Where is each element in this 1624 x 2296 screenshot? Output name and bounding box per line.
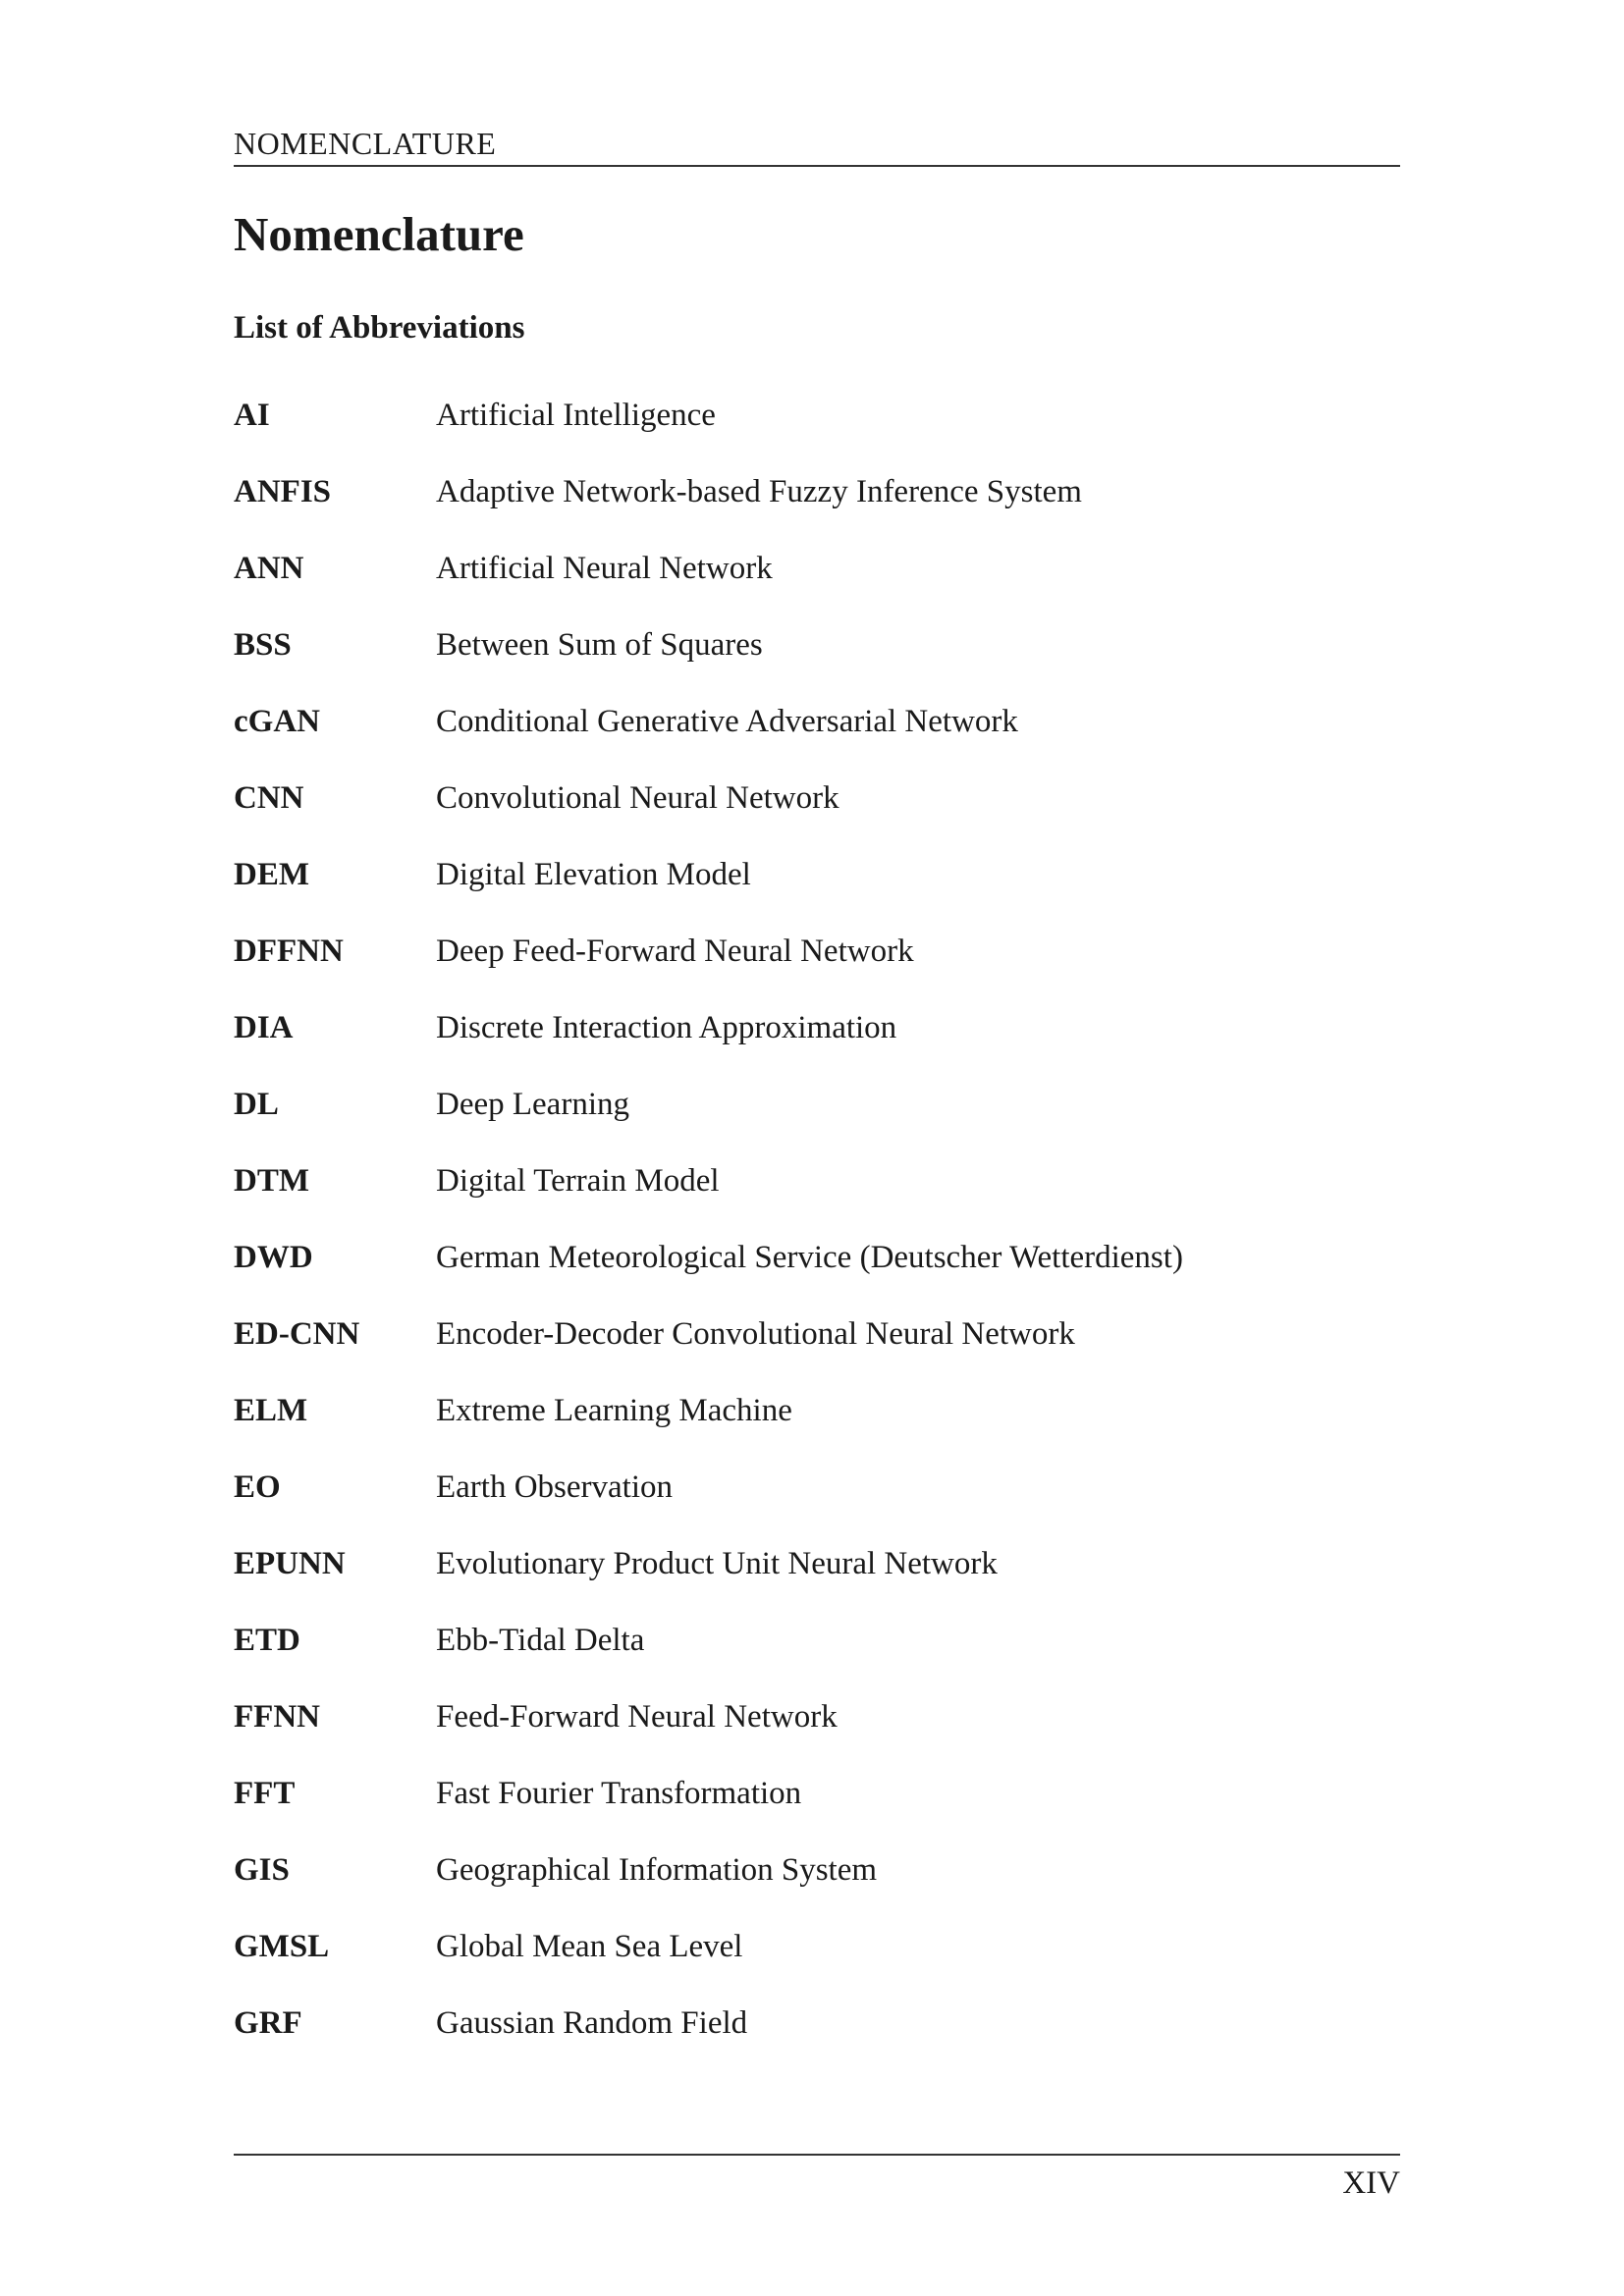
abbreviation-definition: Between Sum of Squares <box>436 627 763 663</box>
abbreviation-row <box>234 1539 1400 1616</box>
abbreviation-term: DEM <box>234 857 309 892</box>
abbreviation-row <box>234 1616 1400 1692</box>
abbreviation-term: EPUNN <box>234 1546 346 1581</box>
abbreviation-row <box>234 1845 1400 1922</box>
abbreviation-term: FFT <box>234 1776 296 1811</box>
abbreviation-row <box>234 467 1400 544</box>
abbreviation-definition: Feed-Forward Neural Network <box>436 1699 838 1735</box>
abbreviation-definition: Convolutional Neural Network <box>436 780 839 816</box>
abbreviation-term: CNN <box>234 780 304 816</box>
abbreviation-definition: Extreme Learning Machine <box>436 1393 792 1428</box>
abbreviation-row <box>234 850 1400 927</box>
abbreviation-row <box>234 391 1400 467</box>
abbreviation-term: FFNN <box>234 1699 320 1735</box>
abbreviation-definition: German Meteorological Service (Deutscher Wetterdienst) <box>436 1240 1183 1275</box>
abbreviation-term: ETD <box>234 1623 300 1658</box>
abbreviation-term: DWD <box>234 1240 313 1275</box>
abbreviation-row <box>234 774 1400 850</box>
abbreviation-definition: Discrete Interaction Approximation <box>436 1010 897 1045</box>
abbreviation-definition: Artificial Neural Network <box>436 551 773 586</box>
abbreviation-definition: Evolutionary Product Unit Neural Network <box>436 1546 998 1581</box>
abbreviation-term: DTM <box>234 1163 309 1199</box>
running-header-title: NOMENCLATURE <box>234 126 497 161</box>
abbreviation-definition: Gaussian Random Field <box>436 2005 748 2041</box>
abbreviation-definition: Deep Learning <box>436 1087 629 1122</box>
abbreviation-definition: Deep Feed-Forward Neural Network <box>436 934 914 969</box>
abbreviation-definition: Global Mean Sea Level <box>436 1929 743 1964</box>
abbreviation-term: EO <box>234 1469 281 1505</box>
abbreviation-row <box>234 1386 1400 1463</box>
abbreviation-definition: Adaptive Network-based Fuzzy Inference System <box>436 474 1082 509</box>
abbreviation-row <box>234 1003 1400 1080</box>
abbreviation-term: ANN <box>234 551 304 586</box>
abbreviation-term: GIS <box>234 1852 290 1888</box>
abbreviation-term: DIA <box>234 1010 294 1045</box>
abbreviation-row <box>234 1080 1400 1156</box>
abbreviation-definition: Conditional Generative Adversarial Network <box>436 704 1018 739</box>
abbreviation-definition: Digital Terrain Model <box>436 1163 720 1199</box>
abbreviation-term: DFFNN <box>234 934 344 969</box>
section-title: List of Abbreviations <box>234 310 525 346</box>
abbreviation-term: ELM <box>234 1393 308 1428</box>
abbreviation-term: GRF <box>234 2005 302 2041</box>
abbreviation-definition: Digital Elevation Model <box>436 857 751 892</box>
abbreviation-term: ED-CNN <box>234 1316 360 1352</box>
abbreviation-definition: Artificial Intelligence <box>436 398 716 433</box>
page-number: XIV <box>1342 2165 1400 2201</box>
abbreviation-term: DL <box>234 1087 279 1122</box>
abbreviation-definition: Ebb-Tidal Delta <box>436 1623 645 1658</box>
abbreviation-row <box>234 544 1400 620</box>
abbreviation-term: GMSL <box>234 1929 330 1964</box>
abbreviation-row <box>234 1769 1400 1845</box>
abbreviation-row <box>234 1922 1400 1999</box>
abbreviation-row <box>234 1463 1400 1539</box>
abbreviation-row <box>234 697 1400 774</box>
abbreviation-row <box>234 1692 1400 1769</box>
abbreviation-list <box>234 391 1400 2075</box>
abbreviation-definition: Encoder-Decoder Convolutional Neural Network <box>436 1316 1075 1352</box>
abbreviation-term: ANFIS <box>234 474 332 509</box>
footer-rule <box>234 2154 1400 2156</box>
abbreviation-row <box>234 1309 1400 1386</box>
abbreviation-term: AI <box>234 398 270 433</box>
abbreviation-row <box>234 927 1400 1003</box>
abbreviation-definition: Earth Observation <box>436 1469 674 1505</box>
abbreviation-row <box>234 1233 1400 1309</box>
abbreviation-row <box>234 1999 1400 2075</box>
abbreviation-definition: Geographical Information System <box>436 1852 878 1888</box>
abbreviation-row <box>234 1156 1400 1233</box>
chapter-title: Nomenclature <box>234 207 524 261</box>
abbreviation-definition: Fast Fourier Transformation <box>436 1776 802 1811</box>
abbreviation-row <box>234 620 1400 697</box>
running-header <box>234 122 1400 167</box>
abbreviation-term: BSS <box>234 627 292 663</box>
abbreviation-term: cGAN <box>234 704 320 739</box>
